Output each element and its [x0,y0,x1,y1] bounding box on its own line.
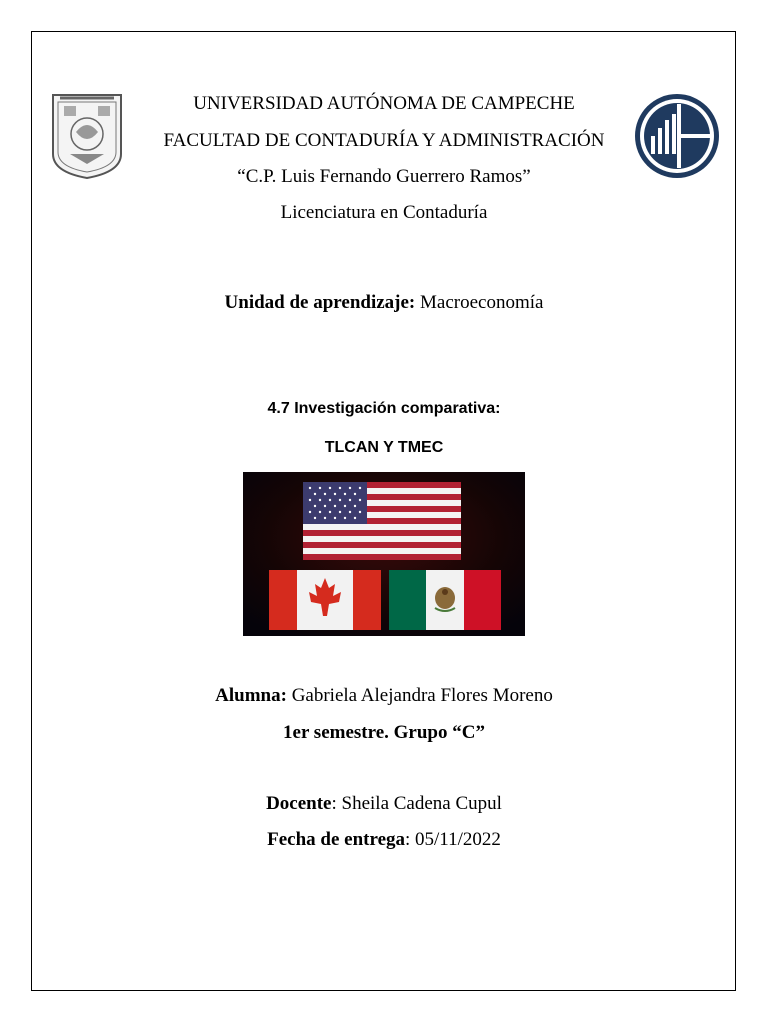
usa-flag [303,482,461,560]
faculty-name: FACULTAD DE CONTADURÍA Y ADMINISTRACIÓN [163,130,605,151]
assignment-subtitle: TLCAN Y TMEC [324,439,444,456]
teacher-label: Docente [266,793,332,814]
assignment-title: 4.7 Investigación comparativa: [267,400,501,417]
course-label: Unidad de aprendizaje: [224,292,416,313]
canada-flag [269,570,381,630]
delivery-date: : 05/11/2022 [405,829,501,850]
teacher-name: : Sheila Cadena Cupul [331,793,502,814]
teacher-line [0,793,768,815]
faculty-subtitle: “C.P. Luis Fernando Guerrero Ramos” [237,166,531,187]
delivery-label: Fecha de entrega [267,829,405,850]
student-label: Alumna: [215,685,287,706]
course-line [0,292,768,314]
flags-image [243,472,525,636]
university-name: UNIVERSIDAD AUTÓNOMA DE CAMPECHE [193,93,575,114]
degree-name: Licenciatura en Contaduría [280,202,488,223]
course-value: Macroeconomía [415,292,544,313]
delivery-line [0,829,768,851]
student-name: Gabriela Alejandra Flores Moreno [286,685,553,706]
student-line [0,685,768,707]
mexico-flag [389,570,501,630]
semester-group: 1er semestre. Grupo “C” [283,722,485,743]
